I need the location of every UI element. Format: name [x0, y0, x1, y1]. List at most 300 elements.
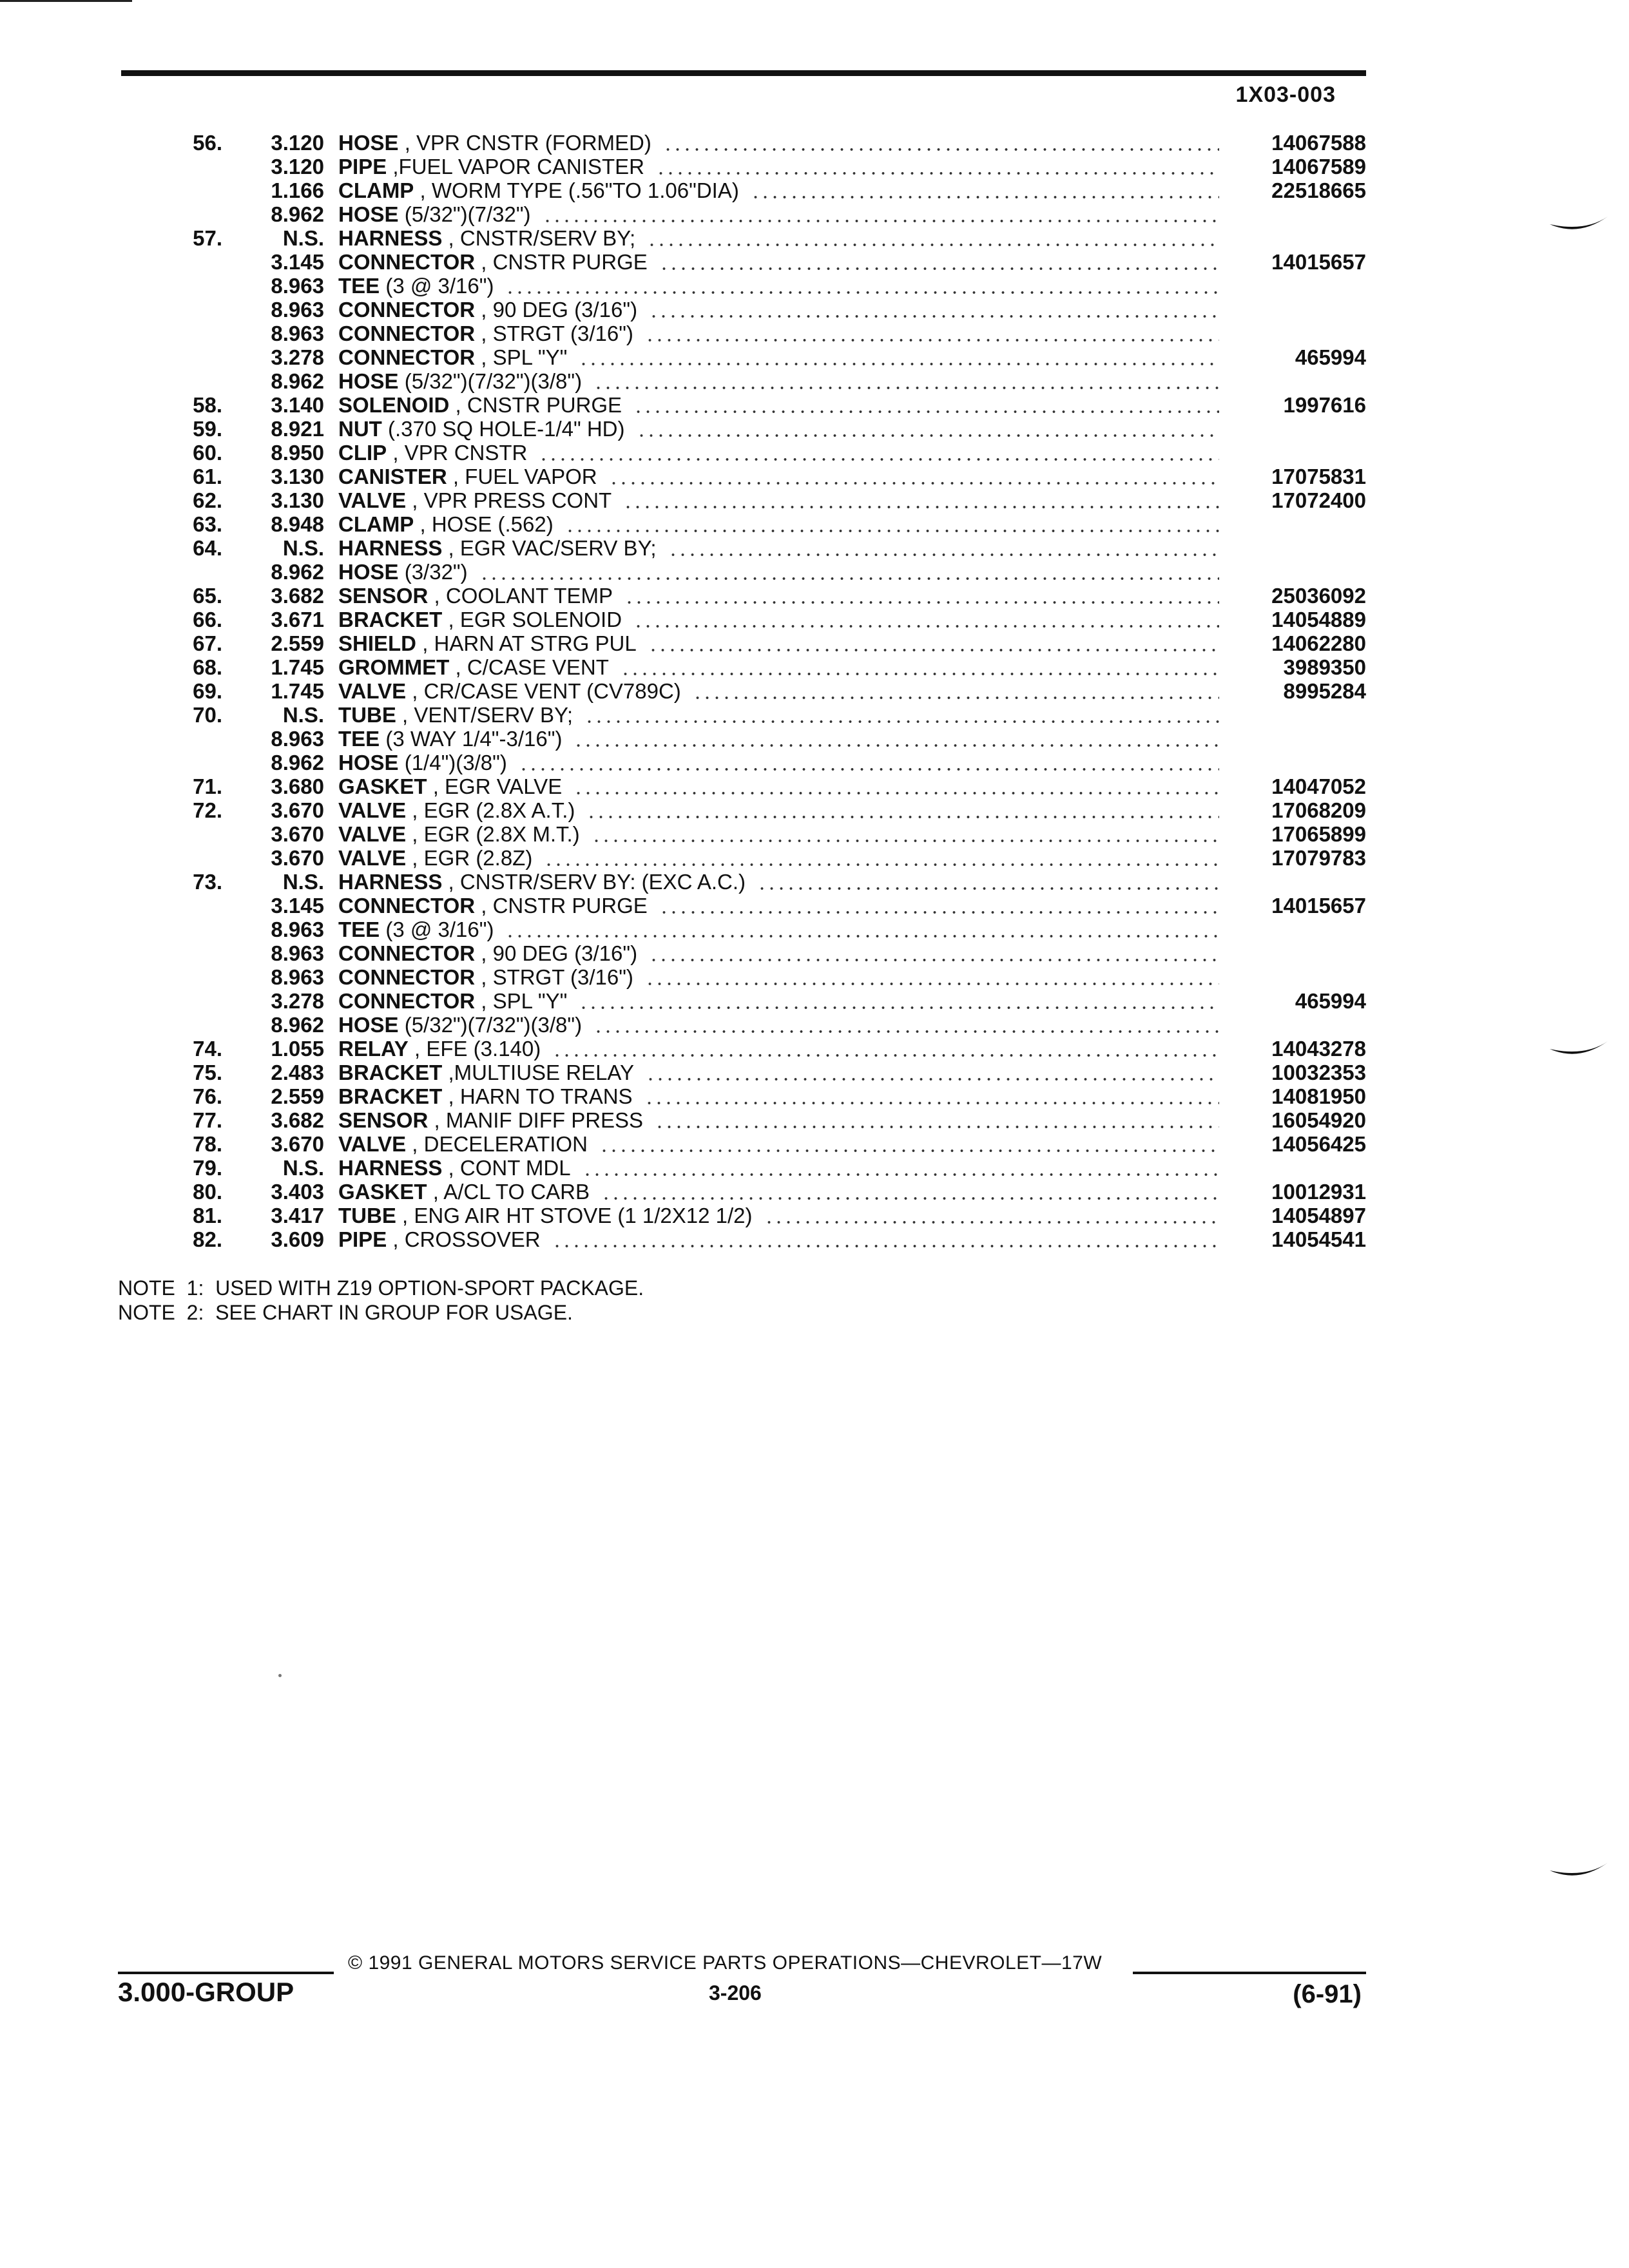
part-detail: (3 WAY 1/4"-3/16")	[385, 727, 563, 751]
ref-number: 72.	[193, 798, 222, 822]
part-name: VALVE	[338, 488, 407, 512]
part-name: VALVE	[338, 798, 407, 822]
part-number: 14015657	[1271, 894, 1366, 918]
part-detail: , VPR CNSTR	[392, 441, 528, 465]
dot-leader	[601, 1180, 1219, 1202]
group-number: 8.963	[271, 965, 324, 989]
part-name: HARNESS	[338, 1156, 443, 1180]
table-row	[0, 774, 1629, 798]
dot-leader	[505, 918, 1219, 939]
part-detail: , STRGT (3/16")	[481, 322, 633, 345]
description	[338, 774, 1223, 798]
part-name: SHIELD	[338, 631, 417, 655]
part-detail: , WORM TYPE (.56"TO 1.06"DIA)	[419, 178, 739, 202]
ref-number: 63.	[193, 512, 222, 536]
table-row	[0, 584, 1629, 608]
ref-number: 81.	[193, 1204, 222, 1227]
part-detail: , CONT MDL	[448, 1156, 571, 1180]
part-detail: , A/CL TO CARB	[432, 1180, 590, 1204]
dot-leader	[593, 1013, 1219, 1035]
description	[338, 798, 1223, 822]
description	[338, 608, 1223, 631]
description	[338, 369, 1223, 393]
table-row	[0, 178, 1629, 202]
part-detail: , 90 DEG (3/16")	[481, 941, 638, 965]
table-row	[0, 918, 1629, 941]
part-detail: , CNSTR PURGE	[455, 393, 622, 417]
description	[338, 1204, 1223, 1227]
group-number: 2.559	[271, 1084, 324, 1108]
description	[338, 1132, 1223, 1156]
part-name: TEE	[338, 918, 380, 941]
dot-leader	[565, 512, 1219, 534]
part-name: HOSE	[338, 369, 399, 393]
dot-leader	[757, 870, 1219, 892]
part-detail: ,MULTIUSE RELAY	[448, 1061, 635, 1084]
dot-leader	[659, 894, 1219, 916]
description	[338, 751, 1223, 774]
group-number: 3.130	[271, 465, 324, 488]
table-row	[0, 1108, 1629, 1132]
dot-leader	[655, 1108, 1219, 1130]
group-number: 3.682	[271, 584, 324, 608]
binder-mark-1	[1547, 213, 1611, 238]
part-detail: , HARN TO TRANS	[448, 1084, 633, 1108]
group-number: 3.120	[271, 155, 324, 178]
table-row	[0, 1156, 1629, 1180]
group-number: 3.278	[271, 989, 324, 1013]
part-detail: , SPL "Y"	[481, 989, 568, 1013]
part-number: 14056425	[1271, 1132, 1366, 1156]
description	[338, 941, 1223, 965]
table-row	[0, 345, 1629, 369]
part-detail: (1/4")(3/8")	[404, 751, 507, 774]
notes	[118, 1276, 644, 1325]
table-row	[0, 703, 1629, 727]
dot-leader	[623, 488, 1219, 510]
part-number: 14043278	[1271, 1037, 1366, 1061]
dot-leader	[668, 536, 1219, 558]
table-row	[0, 155, 1629, 178]
group-number: 8.962	[271, 751, 324, 774]
table-row	[0, 369, 1629, 393]
dot-leader	[649, 941, 1219, 963]
part-detail: , EGR (2.8X M.T.)	[412, 822, 580, 846]
group-number: 3.670	[271, 1132, 324, 1156]
part-detail: (3/32")	[404, 560, 468, 584]
part-name: RELAY	[338, 1037, 409, 1061]
description	[338, 918, 1223, 941]
description	[338, 298, 1223, 322]
ref-number: 58.	[193, 393, 222, 417]
table-row	[0, 250, 1629, 274]
ref-number: 57.	[193, 226, 222, 250]
description	[338, 870, 1223, 894]
dot-leader	[574, 774, 1219, 796]
part-number: 10012931	[1271, 1180, 1366, 1204]
part-number: 8995284	[1283, 679, 1366, 703]
dot-leader	[624, 584, 1219, 606]
group-number: 3.671	[271, 608, 324, 631]
dot-leader	[592, 822, 1219, 844]
table-row	[0, 441, 1629, 465]
table-row	[0, 298, 1629, 322]
part-number: 465994	[1295, 345, 1366, 369]
description	[338, 178, 1223, 202]
table-row	[0, 989, 1629, 1013]
table-row	[0, 1061, 1629, 1084]
ref-number: 78.	[193, 1132, 222, 1156]
description	[338, 655, 1223, 679]
part-detail: , CNSTR/SERV BY;	[448, 226, 636, 250]
part-detail: , HOSE (.562)	[419, 512, 554, 536]
part-detail: , CR/CASE VENT (CV789C)	[412, 679, 681, 703]
description	[338, 274, 1223, 298]
dot-leader	[479, 560, 1219, 582]
dot-leader	[647, 226, 1219, 248]
table-row	[0, 870, 1629, 894]
part-detail: , EGR VALVE	[432, 774, 563, 798]
dot-leader	[579, 345, 1219, 367]
ref-number: 65.	[193, 584, 222, 608]
dot-leader	[645, 322, 1219, 343]
ref-number: 68.	[193, 655, 222, 679]
part-detail: , ENG AIR HT STOVE (1 1/2X12 1/2)	[402, 1204, 753, 1227]
table-row	[0, 846, 1629, 870]
part-name: VALVE	[338, 679, 407, 703]
ref-number: 66.	[193, 608, 222, 631]
part-name: TEE	[338, 274, 380, 298]
part-number: 14054541	[1271, 1227, 1366, 1251]
description	[338, 679, 1223, 703]
part-detail: , VPR CNSTR (FORMED)	[404, 131, 651, 155]
table-row	[0, 465, 1629, 488]
part-detail: , MANIF DIFF PRESS	[434, 1108, 644, 1132]
description	[338, 1180, 1223, 1204]
part-detail: , EFE (3.140)	[414, 1037, 541, 1061]
part-name: CONNECTOR	[338, 322, 476, 345]
table-row	[0, 1084, 1629, 1108]
footer-rule-right	[1133, 1972, 1366, 1974]
part-name: CONNECTOR	[338, 894, 476, 918]
dot-leader	[663, 131, 1219, 153]
part-name: CONNECTOR	[338, 989, 476, 1013]
table-row	[0, 631, 1629, 655]
dot-leader	[621, 655, 1219, 677]
ref-number: 80.	[193, 1180, 222, 1204]
binder-mark-3	[1547, 1859, 1611, 1885]
part-detail: , HARN AT STRG PUL	[422, 631, 637, 655]
description	[338, 894, 1223, 918]
part-name: PIPE	[338, 155, 387, 178]
group-number: 3.670	[271, 798, 324, 822]
ref-number: 67.	[193, 631, 222, 655]
table-row	[0, 274, 1629, 298]
dot-leader	[648, 631, 1219, 653]
table-row	[0, 322, 1629, 345]
dot-leader	[579, 989, 1219, 1011]
table-row	[0, 608, 1629, 631]
description	[338, 989, 1223, 1013]
group-number: 8.921	[271, 417, 324, 441]
description	[338, 465, 1223, 488]
part-name: CONNECTOR	[338, 250, 476, 274]
part-number: 14067588	[1271, 131, 1366, 155]
description	[338, 560, 1223, 584]
dot-leader	[552, 1037, 1219, 1059]
part-name: CANISTER	[338, 465, 447, 488]
dot-leader	[637, 417, 1220, 439]
dot-leader	[599, 1132, 1219, 1154]
table-row	[0, 393, 1629, 417]
ref-number: 76.	[193, 1084, 222, 1108]
part-detail: , EGR (2.8X A.T.)	[412, 798, 575, 822]
part-detail: (5/32")(7/32")(3/8")	[404, 1013, 583, 1037]
table-row	[0, 512, 1629, 536]
part-number: 465994	[1295, 989, 1366, 1013]
part-name: CONNECTOR	[338, 345, 476, 369]
group-number: N.S.	[282, 1156, 324, 1180]
part-detail: , C/CASE VENT	[455, 655, 609, 679]
table-row	[0, 1227, 1629, 1251]
description	[338, 584, 1223, 608]
part-name: GASKET	[338, 1180, 427, 1204]
part-number: 25036092	[1271, 584, 1366, 608]
description	[338, 846, 1223, 870]
dot-leader	[633, 393, 1219, 415]
part-detail: , 90 DEG (3/16")	[481, 298, 638, 322]
dot-leader	[583, 1156, 1219, 1178]
description	[338, 322, 1223, 345]
part-detail: , CNSTR PURGE	[481, 250, 648, 274]
table-row	[0, 131, 1629, 155]
part-detail: , SPL "Y"	[481, 345, 568, 369]
ref-number: 71.	[193, 774, 222, 798]
part-detail: , FUEL VAPOR	[452, 465, 597, 488]
table-row	[0, 1013, 1629, 1037]
footer-date: (6-91)	[1293, 1980, 1362, 2008]
part-name: CONNECTOR	[338, 298, 476, 322]
description	[338, 1108, 1223, 1132]
table-row	[0, 1037, 1629, 1061]
part-number: 17079783	[1271, 846, 1366, 870]
part-number: 22518665	[1271, 178, 1366, 202]
ref-number: 59.	[193, 417, 222, 441]
group-number: N.S.	[282, 226, 324, 250]
dot-leader	[644, 1084, 1219, 1106]
part-number: 10032353	[1271, 1061, 1366, 1084]
part-name: GASKET	[338, 774, 427, 798]
group-number: 3.609	[271, 1227, 324, 1251]
description	[338, 131, 1223, 155]
group-number: 8.962	[271, 369, 324, 393]
footer-copyright: © 1991 GENERAL MOTORS SERVICE PARTS OPERATIONS—CHEVROLET—17W	[348, 1952, 1103, 1974]
group-number: 8.948	[271, 512, 324, 536]
group-number: 8.963	[271, 298, 324, 322]
part-detail: (3 @ 3/16")	[385, 274, 494, 298]
table-row	[0, 655, 1629, 679]
group-number: N.S.	[282, 870, 324, 894]
table-row	[0, 894, 1629, 918]
dot-leader	[751, 178, 1219, 200]
table-row	[0, 727, 1629, 751]
part-detail: , EGR (2.8Z)	[412, 846, 533, 870]
dot-leader	[593, 369, 1219, 391]
ref-number: 79.	[193, 1156, 222, 1180]
group-number: 3.670	[271, 822, 324, 846]
table-row	[0, 560, 1629, 584]
group-number: 3.120	[271, 131, 324, 155]
description	[338, 965, 1223, 989]
table-row	[0, 822, 1629, 846]
group-number: 3.682	[271, 1108, 324, 1132]
part-number: 14047052	[1271, 774, 1366, 798]
table-row	[0, 417, 1629, 441]
description	[338, 393, 1223, 417]
part-name: PIPE	[338, 1227, 387, 1251]
dot-leader	[584, 703, 1219, 725]
table-row	[0, 202, 1629, 226]
table-row	[0, 798, 1629, 822]
footer-group: 3.000-GROUP	[118, 1977, 294, 2007]
ref-number: 75.	[193, 1061, 222, 1084]
part-name: BRACKET	[338, 608, 443, 631]
footer-page-number: 3-206	[709, 1981, 762, 2004]
group-number: 8.963	[271, 918, 324, 941]
part-detail: (.370 SQ HOLE-1/4" HD)	[388, 417, 625, 441]
group-number: 3.670	[271, 846, 324, 870]
part-name: VALVE	[338, 822, 407, 846]
ref-number: 64.	[193, 536, 222, 560]
note-1: NOTE 1: USED WITH Z19 OPTION-SPORT PACKAGE.	[118, 1276, 644, 1300]
description	[338, 1061, 1223, 1084]
part-name: CLAMP	[338, 512, 414, 536]
description	[338, 345, 1223, 369]
part-detail: , VPR PRESS CONT	[412, 488, 612, 512]
part-name: SENSOR	[338, 584, 429, 608]
part-detail: , COOLANT TEMP	[434, 584, 613, 608]
ref-number: 70.	[193, 703, 222, 727]
dot-leader	[552, 1227, 1219, 1249]
group-number: 3.417	[271, 1204, 324, 1227]
part-number: 14062280	[1271, 631, 1366, 655]
part-detail: , CNSTR/SERV BY: (EXC A.C.)	[448, 870, 746, 894]
part-name: BRACKET	[338, 1061, 443, 1084]
dot-leader	[609, 465, 1219, 486]
part-number: 17075831	[1271, 465, 1366, 488]
header-rule	[121, 70, 1366, 76]
description	[338, 1037, 1223, 1061]
group-number: 8.963	[271, 322, 324, 345]
dot-leader	[659, 250, 1219, 272]
group-number: 1.745	[271, 655, 324, 679]
description	[338, 703, 1223, 727]
part-number: 17065899	[1271, 822, 1366, 846]
dot-leader	[646, 1061, 1219, 1082]
dot-leader	[693, 679, 1219, 701]
part-number: 14081950	[1271, 1084, 1366, 1108]
part-name: HOSE	[338, 131, 399, 155]
part-name: TUBE	[338, 703, 396, 727]
table-row	[0, 488, 1629, 512]
dot-leader	[645, 965, 1219, 987]
dot-leader	[544, 846, 1219, 868]
description	[338, 226, 1223, 250]
part-name: TEE	[338, 727, 380, 751]
part-name: CLAMP	[338, 178, 414, 202]
table-row	[0, 751, 1629, 774]
part-name: HARNESS	[338, 870, 443, 894]
part-number: 3989350	[1283, 655, 1366, 679]
part-name: NUT	[338, 417, 382, 441]
ref-number: 56.	[193, 131, 222, 155]
part-number: 17068209	[1271, 798, 1366, 822]
part-number: 16054920	[1271, 1108, 1366, 1132]
group-number: 8.963	[271, 727, 324, 751]
part-name: CONNECTOR	[338, 941, 476, 965]
part-detail: , DECELERATION	[412, 1132, 588, 1156]
description	[338, 631, 1223, 655]
part-name: VALVE	[338, 1132, 407, 1156]
group-number: N.S.	[282, 703, 324, 727]
group-number: 8.963	[271, 274, 324, 298]
ref-number: 62.	[193, 488, 222, 512]
part-detail: , EGR SOLENOID	[448, 608, 622, 631]
dot-leader	[505, 274, 1219, 296]
group-number: 3.140	[271, 393, 324, 417]
page-code: 1X03-003	[1235, 82, 1336, 107]
part-number: 1997616	[1283, 393, 1366, 417]
description	[338, 417, 1223, 441]
dot-leader	[656, 155, 1219, 177]
ref-number: 82.	[193, 1227, 222, 1251]
description	[338, 155, 1223, 178]
table-row	[0, 941, 1629, 965]
part-detail: , CNSTR PURGE	[481, 894, 648, 918]
description	[338, 536, 1223, 560]
ref-number: 77.	[193, 1108, 222, 1132]
table-row	[0, 1204, 1629, 1227]
ref-number: 73.	[193, 870, 222, 894]
table-row	[0, 965, 1629, 989]
ref-number: 60.	[193, 441, 222, 465]
part-number: 14054889	[1271, 608, 1366, 631]
part-detail: , EGR VAC/SERV BY;	[448, 536, 657, 560]
part-name: HOSE	[338, 751, 399, 774]
binder-mark-2	[1547, 1037, 1611, 1063]
group-number: 3.130	[271, 488, 324, 512]
part-name: TUBE	[338, 1204, 396, 1227]
group-number: 2.559	[271, 631, 324, 655]
ref-number: 74.	[193, 1037, 222, 1061]
part-name: HARNESS	[338, 226, 443, 250]
part-name: HOSE	[338, 1013, 399, 1037]
dot-leader	[633, 608, 1219, 629]
table-row	[0, 536, 1629, 560]
group-number: 8.950	[271, 441, 324, 465]
part-name: VALVE	[338, 846, 407, 870]
part-detail: , CROSSOVER	[392, 1227, 541, 1251]
description	[338, 1013, 1223, 1037]
group-number: 3.403	[271, 1180, 324, 1204]
description	[338, 488, 1223, 512]
group-number: 3.680	[271, 774, 324, 798]
part-name: CLIP	[338, 441, 387, 465]
part-number: 14067589	[1271, 155, 1366, 178]
table-row	[0, 679, 1629, 703]
group-number: 8.963	[271, 941, 324, 965]
part-name: BRACKET	[338, 1084, 443, 1108]
